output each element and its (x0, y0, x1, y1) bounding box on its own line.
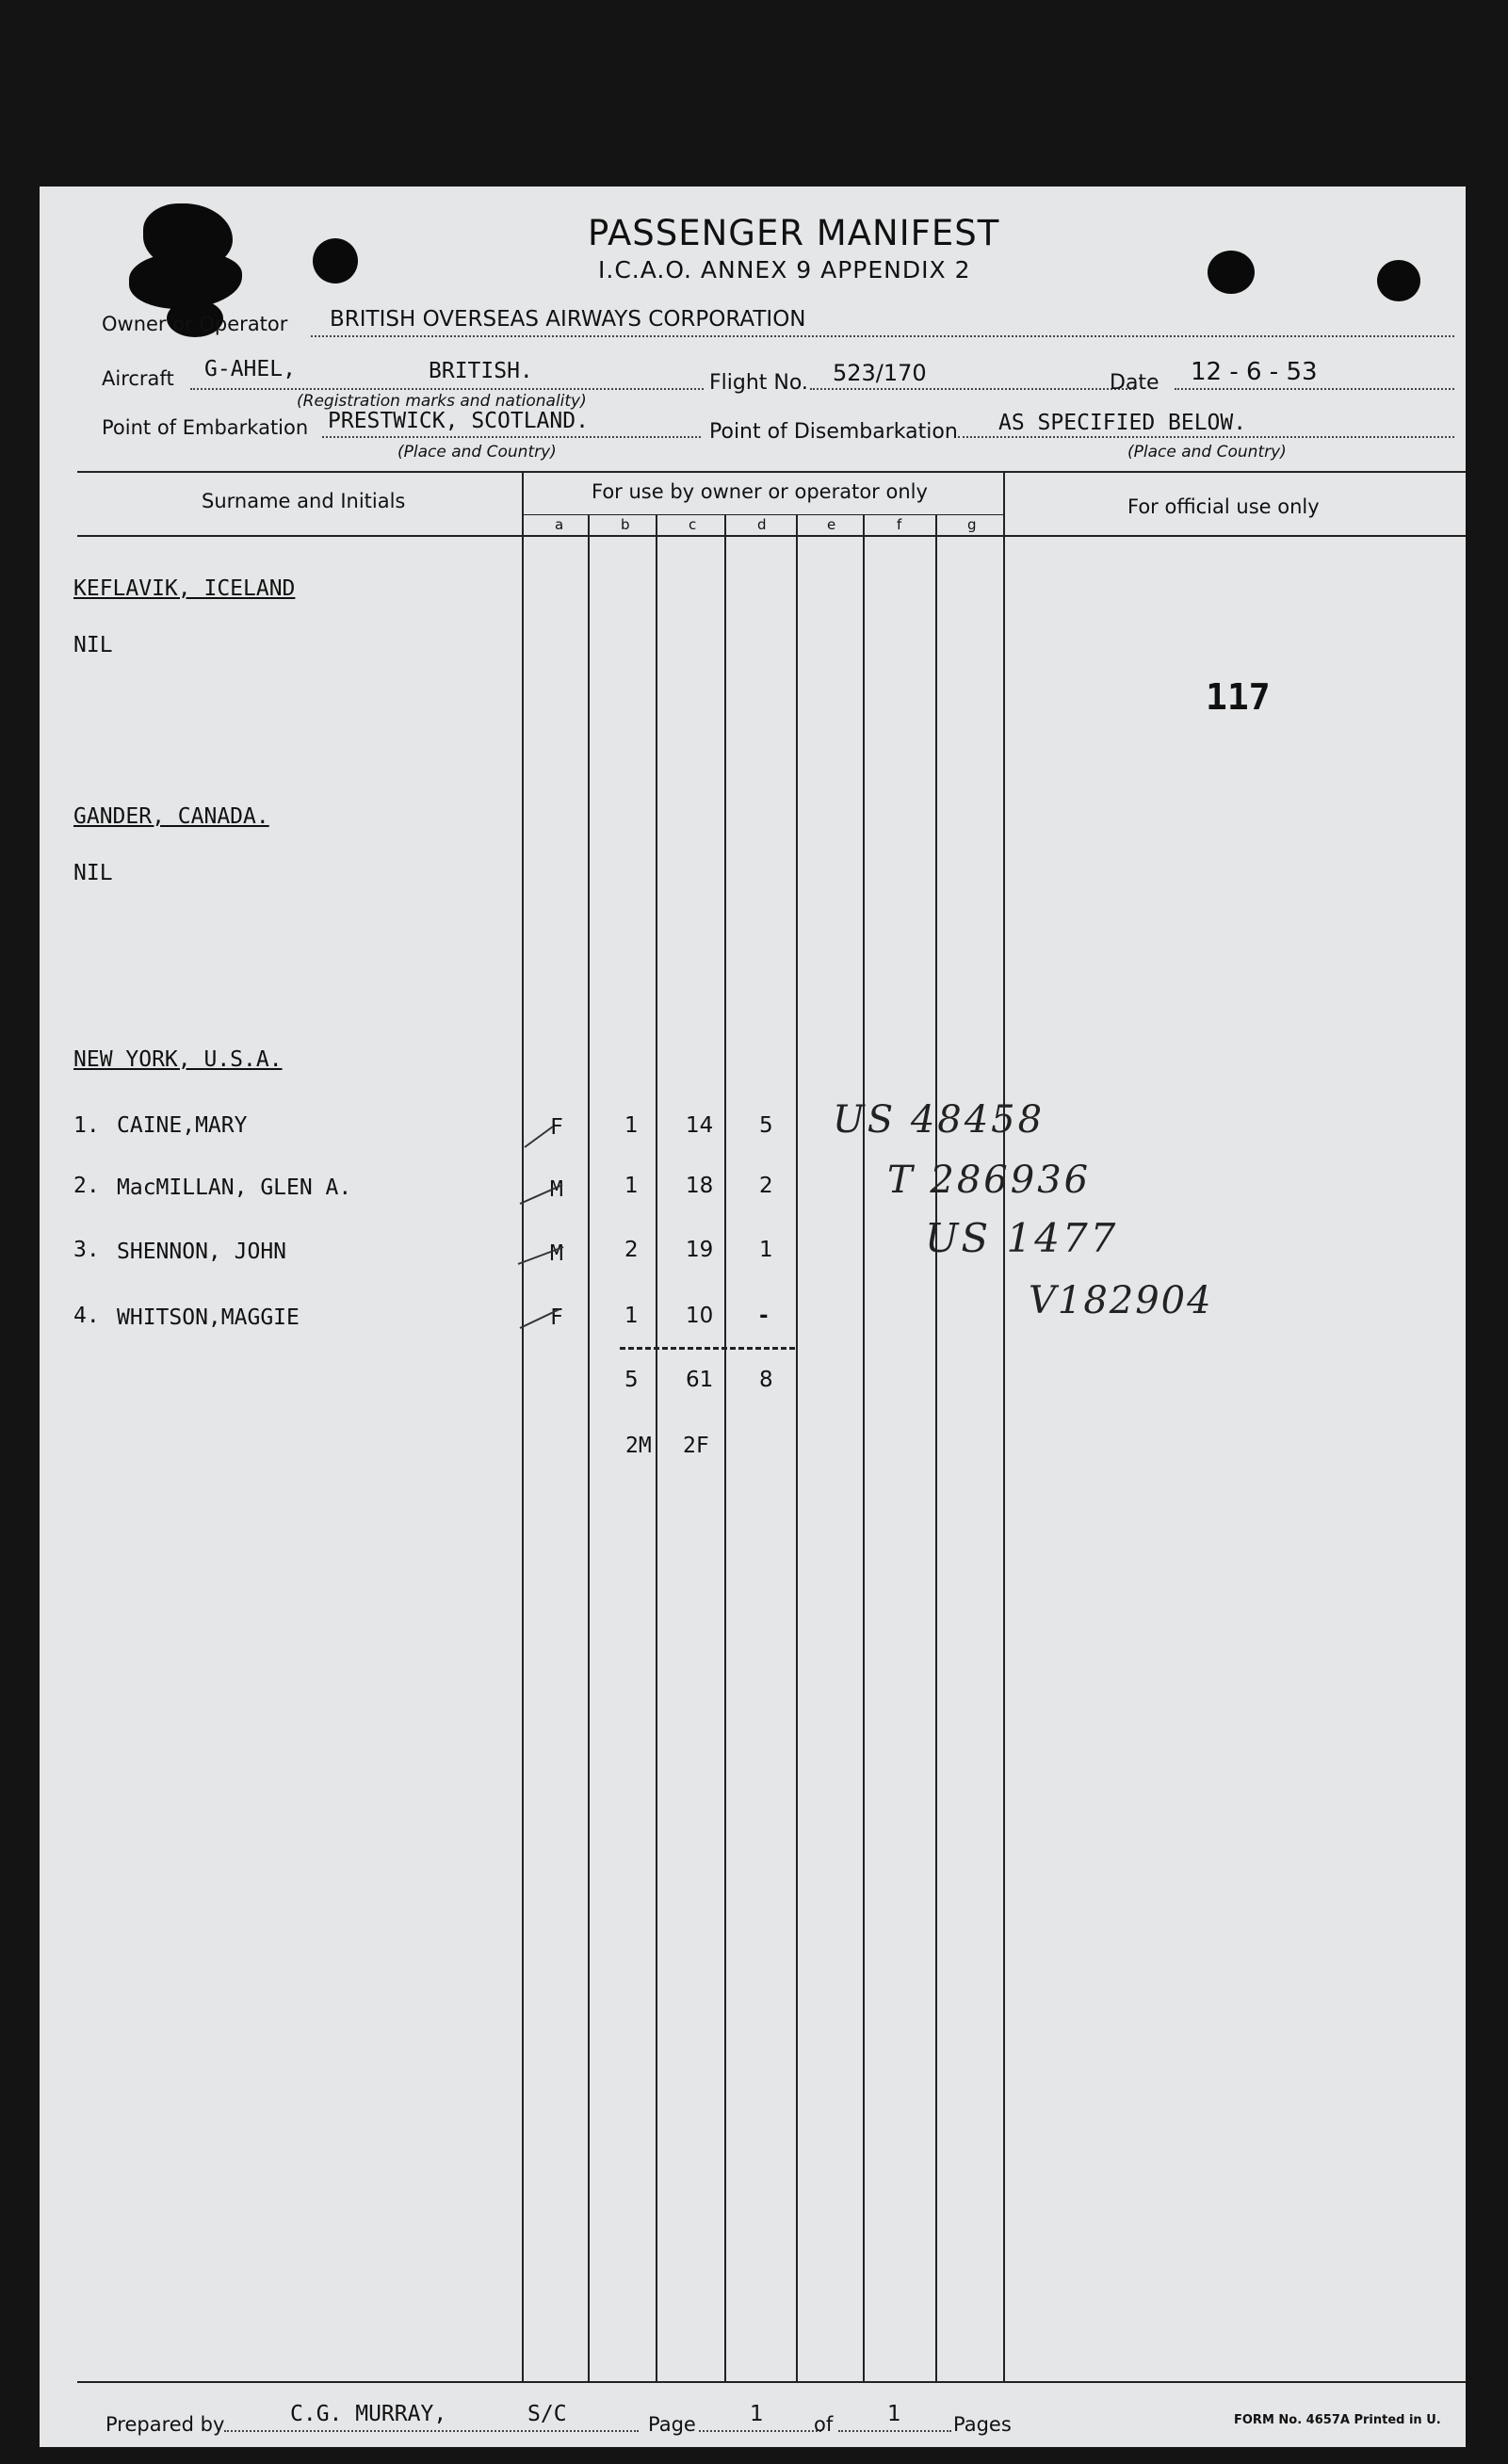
embarkation-note: (Place and Country) (397, 443, 557, 462)
disembarkation-note: (Place and Country) (1127, 443, 1287, 462)
pages-dotted-line (838, 2430, 951, 2432)
section-keflavik-content: NIL (73, 633, 113, 657)
date-dotted-line (1175, 388, 1454, 390)
col-divider-e (863, 514, 865, 2381)
passenger-number: 2. (73, 1174, 100, 1198)
owner-value: BRITISH OVERSEAS AIRWAYS CORPORATION (330, 307, 806, 332)
col-divider-c (724, 514, 726, 2381)
col-divider-d (796, 514, 798, 2381)
totals-rule (620, 1347, 795, 1350)
header-bottom-rule (77, 535, 1466, 537)
col-letter-b: b (621, 516, 630, 533)
cell-b: 1 (624, 1174, 639, 1198)
col-letter-g: g (967, 516, 977, 533)
manifest-sheet (40, 186, 1466, 2447)
page-label: Page (648, 2413, 696, 2436)
disembarkation-value: AS SPECIFIED BELOW. (998, 411, 1247, 435)
disembarkation-label: Point of Disembarkation (709, 420, 958, 444)
aircraft-registration: G-AHEL, (204, 357, 296, 381)
page-number: 1 (750, 2402, 764, 2426)
col-divider-a (588, 514, 590, 2381)
passenger-number: 3. (73, 1238, 100, 1262)
passenger-name: CAINE,MARY (117, 1113, 248, 1138)
cell-sex: F (550, 1115, 563, 1140)
handwritten-note: V182904 (1029, 1279, 1213, 1322)
passenger-number: 4. (73, 1304, 100, 1328)
section-gander-content: NIL (73, 861, 113, 885)
cell-b: 1 (624, 1113, 639, 1138)
cell-c: 19 (686, 1238, 714, 1262)
aircraft-label: Aircraft (102, 367, 174, 390)
cell-sex: F (550, 1305, 563, 1330)
embarkation-label: Point of Embarkation (102, 416, 309, 439)
manifest-subtitle: I.C.A.O. ANNEX 9 APPENDIX 2 (598, 256, 971, 284)
cell-b: 1 (624, 1304, 639, 1328)
punch-hole (1377, 260, 1420, 301)
cell-d: 1 (759, 1238, 773, 1262)
cell-c: 10 (686, 1304, 714, 1328)
embarkation-dotted-line (322, 436, 701, 438)
footer-top-rule (77, 2381, 1466, 2383)
aircraft-note: (Registration marks and nationality) (297, 392, 587, 411)
form-number: FORM No. 4657A Printed in U. (1234, 2413, 1441, 2427)
passenger-name: MacMILLAN, GLEN A. (117, 1175, 352, 1200)
section-keflavik: KEFLAVIK, ICELAND (73, 576, 296, 601)
owner-dotted-line (311, 335, 1454, 337)
gender-total-male: 2M (625, 1434, 652, 1458)
column-letter-rule (524, 514, 1004, 515)
disembarkation-dotted-line (958, 436, 1454, 438)
col-divider-f (935, 514, 937, 2381)
col-letter-d: d (757, 516, 767, 533)
passenger-name: WHITSON,MAGGIE (117, 1305, 300, 1330)
of-label: of (814, 2413, 834, 2436)
cell-d: 2 (759, 1174, 773, 1198)
handwritten-note: T 286936 (887, 1159, 1092, 1202)
col-letter-e: e (827, 516, 836, 533)
flight-number-value: 523/170 (833, 360, 927, 386)
col-divider-b (656, 514, 657, 2381)
col-letter-f: f (897, 516, 902, 533)
cell-c: 14 (686, 1113, 714, 1138)
header-operator-use: For use by owner or operator only (592, 480, 928, 503)
punch-hole (313, 238, 358, 284)
tick-marks (473, 1110, 605, 1354)
pages-label: Pages (953, 2413, 1012, 2436)
gender-total-female: 2F (683, 1434, 709, 1458)
punch-hole (1208, 251, 1255, 294)
total-d: 8 (759, 1368, 773, 1392)
prepared-dotted-line (224, 2430, 639, 2432)
prepared-by-label: Prepared by (105, 2413, 225, 2436)
section-gander: GANDER, CANADA. (73, 804, 269, 829)
page-total: 1 (887, 2402, 901, 2426)
aircraft-nationality: BRITISH. (429, 359, 533, 383)
official-number: 117 (1206, 676, 1271, 718)
col-divider-official (1003, 471, 1005, 2381)
passenger-number: 1. (73, 1113, 100, 1138)
manifest-title: PASSENGER MANIFEST (588, 213, 1000, 253)
header-official-use: For official use only (1127, 495, 1320, 518)
section-new-york: NEW YORK, U.S.A. (73, 1047, 283, 1072)
col-letter-c: c (689, 516, 697, 533)
cell-d: 5 (759, 1113, 773, 1138)
flight-number-label: Flight No. (709, 371, 808, 395)
total-b: 5 (624, 1368, 639, 1392)
col-divider-surname (522, 471, 524, 2381)
prepared-by-name: C.G. MURRAY, (290, 2402, 447, 2426)
page-dotted-line (699, 2430, 821, 2432)
total-c: 61 (686, 1368, 714, 1392)
prepared-by-title: S/C (527, 2402, 567, 2426)
cell-sex: M (550, 1177, 563, 1202)
flight-dotted-line (810, 388, 1135, 390)
handwritten-note: US 48458 (833, 1098, 1046, 1142)
handwritten-note: US 1477 (925, 1215, 1119, 1261)
cell-b: 2 (624, 1238, 639, 1262)
owner-label: Owner or Operator (102, 313, 288, 335)
table-top-rule (77, 471, 1466, 473)
cell-c: 18 (686, 1174, 714, 1198)
cell-d: - (759, 1304, 769, 1328)
cell-sex: M (550, 1241, 563, 1266)
embarkation-value: PRESTWICK, SCOTLAND. (328, 409, 589, 433)
aircraft-dotted-line (190, 388, 704, 390)
date-value: 12 - 6 - 53 (1191, 358, 1318, 386)
col-letter-a: a (555, 516, 564, 533)
date-label: Date (1110, 371, 1159, 395)
header-surname: Surname and Initials (202, 490, 406, 512)
passenger-name: SHENNON, JOHN (117, 1240, 287, 1264)
